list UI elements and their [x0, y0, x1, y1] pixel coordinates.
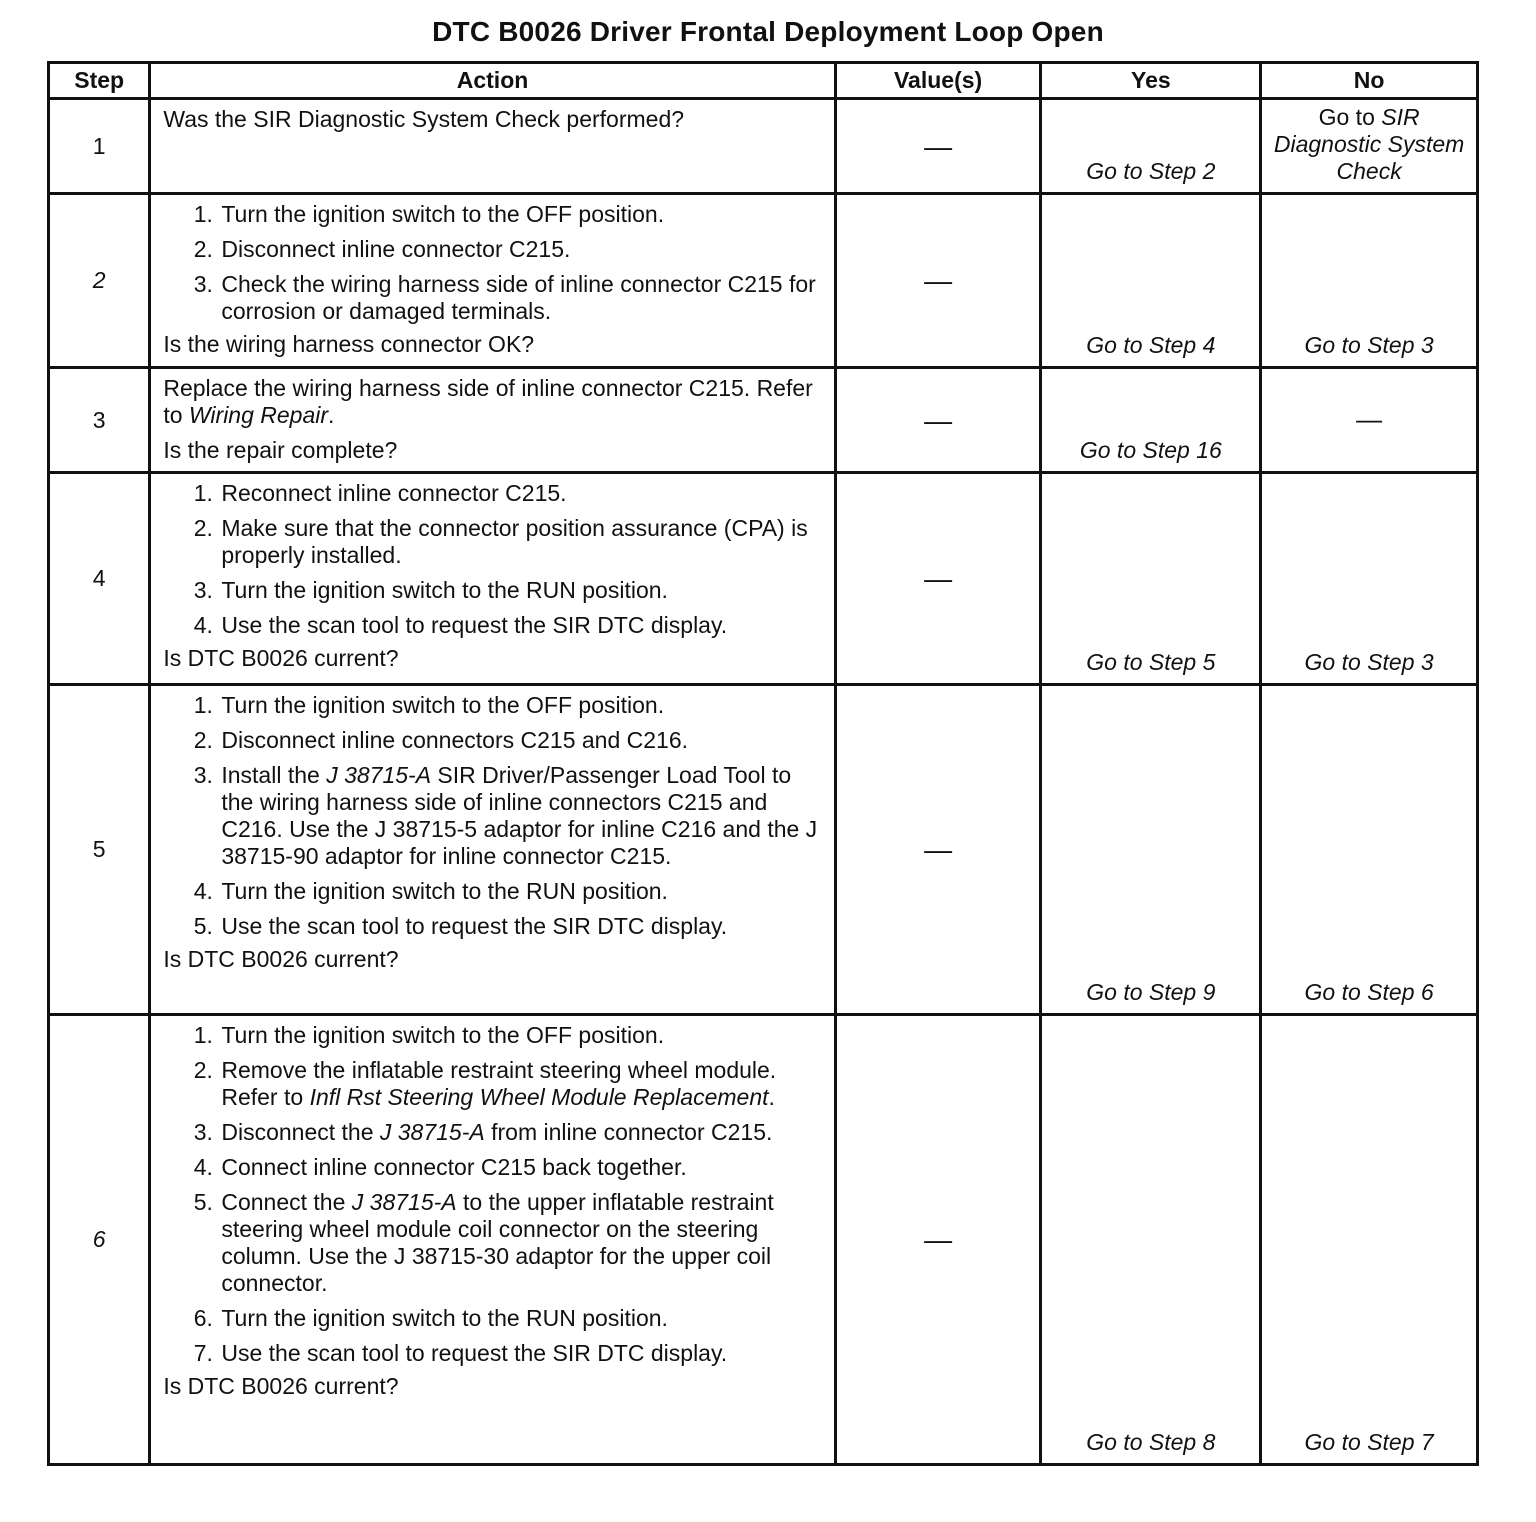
no-cell[interactable]: Go to Step 3	[1261, 194, 1478, 368]
action-question: Is DTC B0026 current?	[163, 1373, 399, 1399]
load-tool-ref: J 38715-A	[379, 1119, 485, 1145]
action-text-pre: Replace the wiring harness side of inline connector C215. Refer to	[163, 375, 813, 428]
list-item: 7. Use the scan tool to request the SIR DTC display.	[219, 1340, 825, 1367]
step-number: 6	[49, 1015, 150, 1465]
action-text	[163, 375, 825, 429]
item-text-pre: Disconnect the	[221, 1119, 380, 1145]
value-cell: —	[835, 99, 1041, 194]
action-cell	[150, 194, 835, 368]
list-item: 1. Turn the ignition switch to the OFF position.	[219, 201, 825, 228]
no-cell[interactable]: Go to Step 3	[1261, 473, 1478, 685]
list-item	[219, 762, 825, 870]
action-question: Is the repair complete?	[163, 437, 398, 463]
table-row-step-1	[49, 99, 1478, 194]
step-number: 5	[49, 685, 150, 1015]
module-replacement-link[interactable]: Infl Rst Steering Wheel Module Replacement	[309, 1084, 769, 1110]
list-item	[219, 1189, 825, 1297]
list-item	[219, 1057, 825, 1111]
item-text-pre: Remove the inflatable restraint steering wheel module. Refer to	[221, 1057, 777, 1110]
value-cell: —	[835, 1015, 1041, 1465]
value-cell: —	[835, 194, 1041, 368]
list-item: 1. Turn the ignition switch to the OFF position.	[219, 692, 825, 719]
load-tool-ref: J 38715-A	[326, 762, 432, 788]
no-cell[interactable]	[1261, 99, 1478, 194]
action-text: Was the SIR Diagnostic System Check performed?	[163, 106, 685, 132]
item-text-pre: Connect the	[221, 1189, 352, 1215]
action-cell	[150, 473, 835, 685]
action-cell	[150, 368, 835, 473]
header-values: Value(s)	[835, 63, 1041, 99]
header-step: Step	[49, 63, 150, 99]
yes-cell[interactable]: Go to Step 4	[1041, 194, 1261, 368]
action-text-post: .	[328, 402, 335, 428]
item-text-post: from inline connector C215.	[484, 1119, 773, 1145]
no-prefix: Go to	[1318, 104, 1382, 130]
header-no: No	[1261, 63, 1478, 99]
table-row-step-6	[49, 1015, 1478, 1465]
list-item: 2. Disconnect inline connectors C215 and C216.	[219, 727, 825, 754]
list-item: 5. Use the scan tool to request the SIR DTC display.	[219, 913, 825, 940]
action-list	[163, 692, 825, 940]
action-list	[163, 1022, 825, 1367]
action-cell	[150, 685, 835, 1015]
step-number: 3	[49, 368, 150, 473]
list-item: 2. Make sure that the connector position assurance (CPA) is properly installed.	[219, 515, 825, 569]
step-number: 2	[49, 194, 150, 368]
header-action: Action	[150, 63, 835, 99]
yes-cell[interactable]: Go to Step 9	[1041, 685, 1261, 1015]
table-row-step-2	[49, 194, 1478, 368]
action-question: Is DTC B0026 current?	[163, 645, 399, 671]
table-row-step-4	[49, 473, 1478, 685]
item-text-post: SIR Driver/Passenger Load Tool to the wiring harness side of inline connectors C215 and C216. Use the J 38715-5 adaptor for inline C216 and the J 38715-90 adaptor for inline connector C215.	[221, 762, 818, 869]
step-number: 1	[49, 99, 150, 194]
item-text-post: to the upper inflatable restraint steering wheel module coil connector on the steering column. Use the J 38715-30 adaptor for the upper coil connector.	[221, 1189, 774, 1296]
header-row	[49, 63, 1478, 99]
list-item: 4. Connect inline connector C215 back together.	[219, 1154, 825, 1181]
list-item: 4. Turn the ignition switch to the RUN position.	[219, 878, 825, 905]
value-cell: —	[835, 685, 1041, 1015]
list-item: 2. Disconnect inline connector C215.	[219, 236, 825, 263]
table-row-step-5	[49, 685, 1478, 1015]
header-yes: Yes	[1041, 63, 1261, 99]
list-item: 3. Check the wiring harness side of inline connector C215 for corrosion or damaged terminals.	[219, 271, 825, 325]
list-item: 6. Turn the ignition switch to the RUN position.	[219, 1305, 825, 1332]
load-tool-ref: J 38715-A	[351, 1189, 457, 1215]
table-row-step-3	[49, 368, 1478, 473]
item-text-pre: Install the	[221, 762, 327, 788]
no-cell: —	[1261, 368, 1478, 473]
list-item: 1. Reconnect inline connector C215.	[219, 480, 825, 507]
action-list	[163, 201, 825, 325]
list-item	[219, 1119, 825, 1146]
wiring-repair-link[interactable]: Wiring Repair	[188, 402, 329, 428]
yes-cell[interactable]: Go to Step 5	[1041, 473, 1261, 685]
yes-cell[interactable]: Go to Step 8	[1041, 1015, 1261, 1465]
diagnostic-table	[47, 61, 1479, 1466]
yes-cell[interactable]: Go to Step 16	[1041, 368, 1261, 473]
yes-cell[interactable]: Go to Step 2	[1041, 99, 1261, 194]
action-cell	[150, 1015, 835, 1465]
action-question: Is the wiring harness connector OK?	[163, 331, 535, 357]
step-number: 4	[49, 473, 150, 685]
no-cell[interactable]: Go to Step 6	[1261, 685, 1478, 1015]
document-title: DTC B0026 Driver Frontal Deployment Loop Open	[432, 16, 1104, 47]
action-list	[163, 480, 825, 639]
value-cell: —	[835, 368, 1041, 473]
no-link[interactable]: SIR Diagnostic System Check	[1273, 104, 1465, 184]
no-cell[interactable]: Go to Step 7	[1261, 1015, 1478, 1465]
list-item: 3. Turn the ignition switch to the RUN position.	[219, 577, 825, 604]
list-item: 1. Turn the ignition switch to the OFF position.	[219, 1022, 825, 1049]
action-cell	[150, 99, 835, 194]
item-text-post: .	[768, 1084, 775, 1110]
list-item: 4. Use the scan tool to request the SIR DTC display.	[219, 612, 825, 639]
action-question: Is DTC B0026 current?	[163, 946, 399, 972]
value-cell: —	[835, 473, 1041, 685]
